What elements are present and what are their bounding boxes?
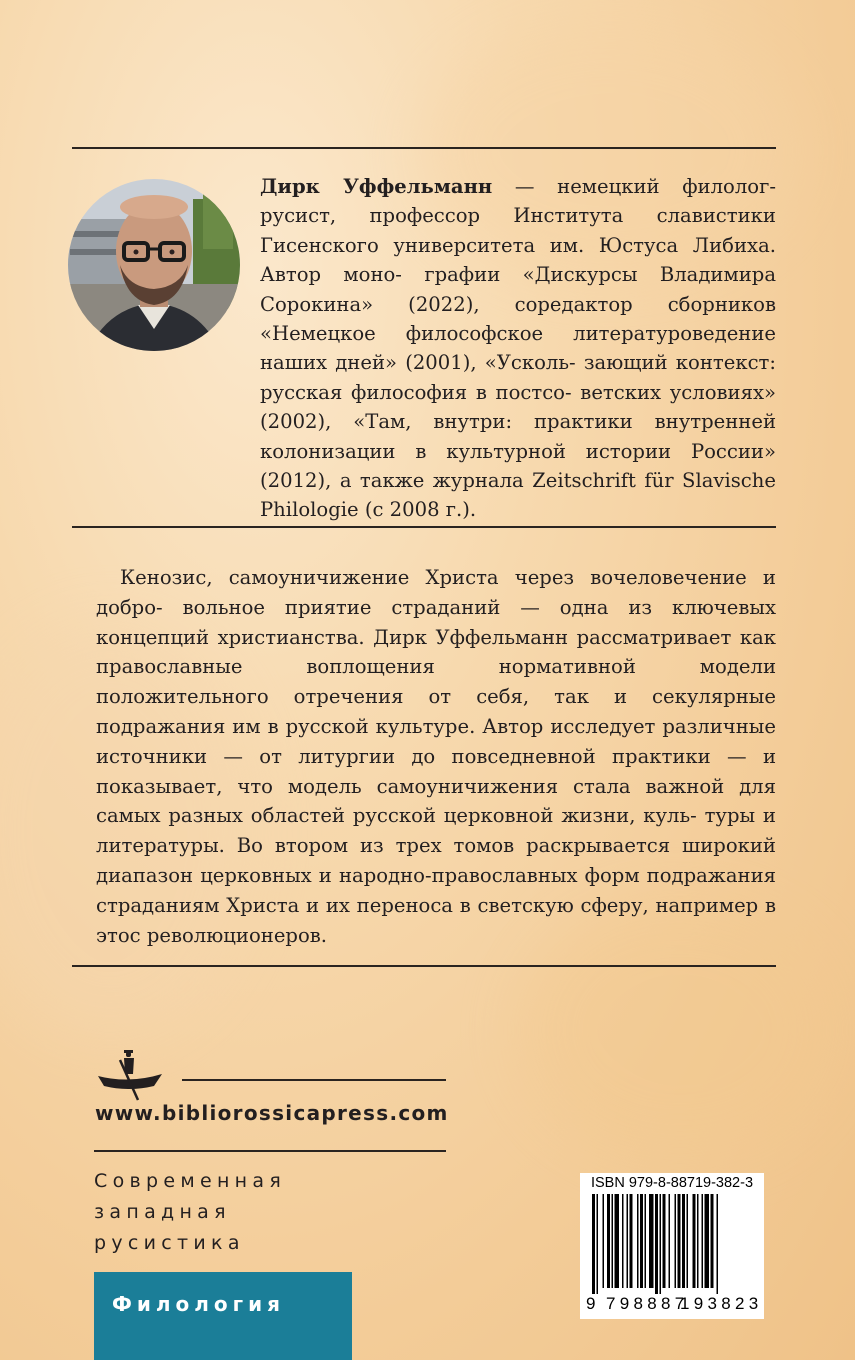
barcode-bar bbox=[627, 1194, 629, 1288]
annotation-line: христианства. Дирк Уффельманн рассматривает как православные bbox=[96, 625, 777, 679]
author-bio-line: — немецкий филолог-русист, bbox=[260, 175, 776, 228]
publisher-url[interactable]: www.bibliorossicapress.com bbox=[95, 1101, 449, 1125]
divider-middle bbox=[72, 526, 776, 528]
series-name bbox=[94, 1166, 286, 1259]
author-bio-line: университета им. Юстуса Либиха. Автор моно- bbox=[260, 233, 776, 287]
barcode-bar bbox=[702, 1194, 704, 1288]
barcode-bar bbox=[682, 1194, 685, 1288]
barcode-bar bbox=[649, 1194, 654, 1288]
barcode-bar bbox=[637, 1194, 639, 1288]
series-line: Современная bbox=[94, 1170, 287, 1192]
barcode-bar bbox=[663, 1194, 666, 1288]
annotation-line: воплощения нормативной модели положительного отречения от bbox=[96, 655, 776, 709]
barcode-bar bbox=[640, 1194, 643, 1288]
barcode-bar bbox=[678, 1194, 681, 1288]
barcode-bar bbox=[645, 1194, 647, 1288]
barcode-bar bbox=[597, 1194, 599, 1294]
barcode-bar bbox=[705, 1194, 710, 1288]
author-bio-line: профессор Института славистики Гисенского bbox=[260, 204, 776, 257]
author-bio-line: соредактор сборников «Немецкое философское bbox=[260, 292, 777, 346]
isbn-barcode bbox=[580, 1173, 764, 1319]
annotation-line: практики — и показывает, что модель самоуничижения стала bbox=[96, 744, 777, 798]
author-bio-line: зающий контекст: русская философия в постсо- bbox=[260, 351, 776, 404]
annotation-line: страданиям Христа и их переноса в светскую сферу, например в этос bbox=[96, 893, 776, 947]
barcode-bar bbox=[669, 1194, 671, 1288]
barcode-bar bbox=[711, 1194, 714, 1288]
series-line: западная bbox=[94, 1201, 231, 1223]
annotation-line: себя, так и секулярные подражания им в русской культуре. Автор bbox=[96, 685, 776, 738]
barcode-bar bbox=[615, 1194, 620, 1288]
author-photo bbox=[68, 179, 240, 351]
barcode-digits-left: 798887 bbox=[606, 1294, 689, 1313]
author-bio-line: внутренней колонизации в культурной истории bbox=[260, 410, 777, 463]
author-bio-line: ветских условиях» (2002), «Там, внутри: практики bbox=[260, 380, 777, 434]
author-bio bbox=[260, 172, 776, 525]
barcode-bar bbox=[687, 1194, 689, 1288]
barcode-digits-right: 193823 bbox=[680, 1294, 763, 1313]
divider-top bbox=[72, 147, 776, 149]
annotation-line: важной для самых разных областей русской церковной жизни, куль- bbox=[96, 774, 776, 828]
barcode-bar bbox=[693, 1194, 696, 1288]
barcode-bar bbox=[675, 1194, 677, 1288]
author-bio-line: России» (2012), а также журнала Zeitschrift für bbox=[260, 439, 776, 493]
barcode-bar bbox=[655, 1194, 658, 1294]
author-bio-line: литературоведение наших дней» (2001), «Усколь- bbox=[260, 322, 776, 375]
barcode-bar bbox=[592, 1194, 595, 1294]
author-bio-line: Slavische Philologie (с 2008 г.). bbox=[260, 469, 776, 522]
discipline-label: Филология bbox=[112, 1292, 285, 1316]
author-bio-line: графии «Дискурсы Владимира Сорокина» (2022), bbox=[260, 263, 776, 316]
barcode-bar bbox=[622, 1194, 624, 1288]
divider-bottom bbox=[72, 965, 776, 967]
barcode-bar bbox=[660, 1194, 662, 1294]
publisher-line-bottom bbox=[94, 1150, 446, 1152]
annotation-line: вольное приятие страданий — одна из ключевых концепций bbox=[96, 595, 776, 649]
barcode-bar bbox=[717, 1194, 719, 1294]
annotation-line: исследует различные источники — от литургии до повседневной bbox=[96, 714, 776, 768]
barcode-bar bbox=[603, 1194, 605, 1288]
publisher-line-top bbox=[182, 1079, 446, 1081]
annotation-line: революционеров. bbox=[146, 923, 328, 947]
barcode-digit-first: 9 bbox=[586, 1294, 596, 1313]
author-name: Дирк Уффельманн bbox=[260, 175, 493, 198]
discipline-badge bbox=[94, 1272, 352, 1360]
barcode-bar bbox=[612, 1194, 614, 1288]
barcode-bar bbox=[697, 1194, 699, 1288]
isbn-number: ISBN 979-8-88719-382-3 bbox=[590, 1175, 754, 1191]
annotation-line: диапазон церковных и народно-православных форм подражания bbox=[96, 863, 776, 887]
boat-rower-logo-icon bbox=[94, 1046, 164, 1102]
annotation-line: Кенозис, самоуничижение Христа через вочеловечение и добро- bbox=[96, 566, 776, 619]
barcode-bars bbox=[584, 1194, 760, 1294]
barcode-bar bbox=[607, 1194, 610, 1288]
barcode-bar bbox=[630, 1194, 633, 1288]
annotation-line: туры и литературы. Во втором из трех томов раскрывается широкий bbox=[96, 804, 776, 858]
series-line: русистика bbox=[94, 1232, 245, 1254]
book-annotation bbox=[96, 563, 776, 950]
